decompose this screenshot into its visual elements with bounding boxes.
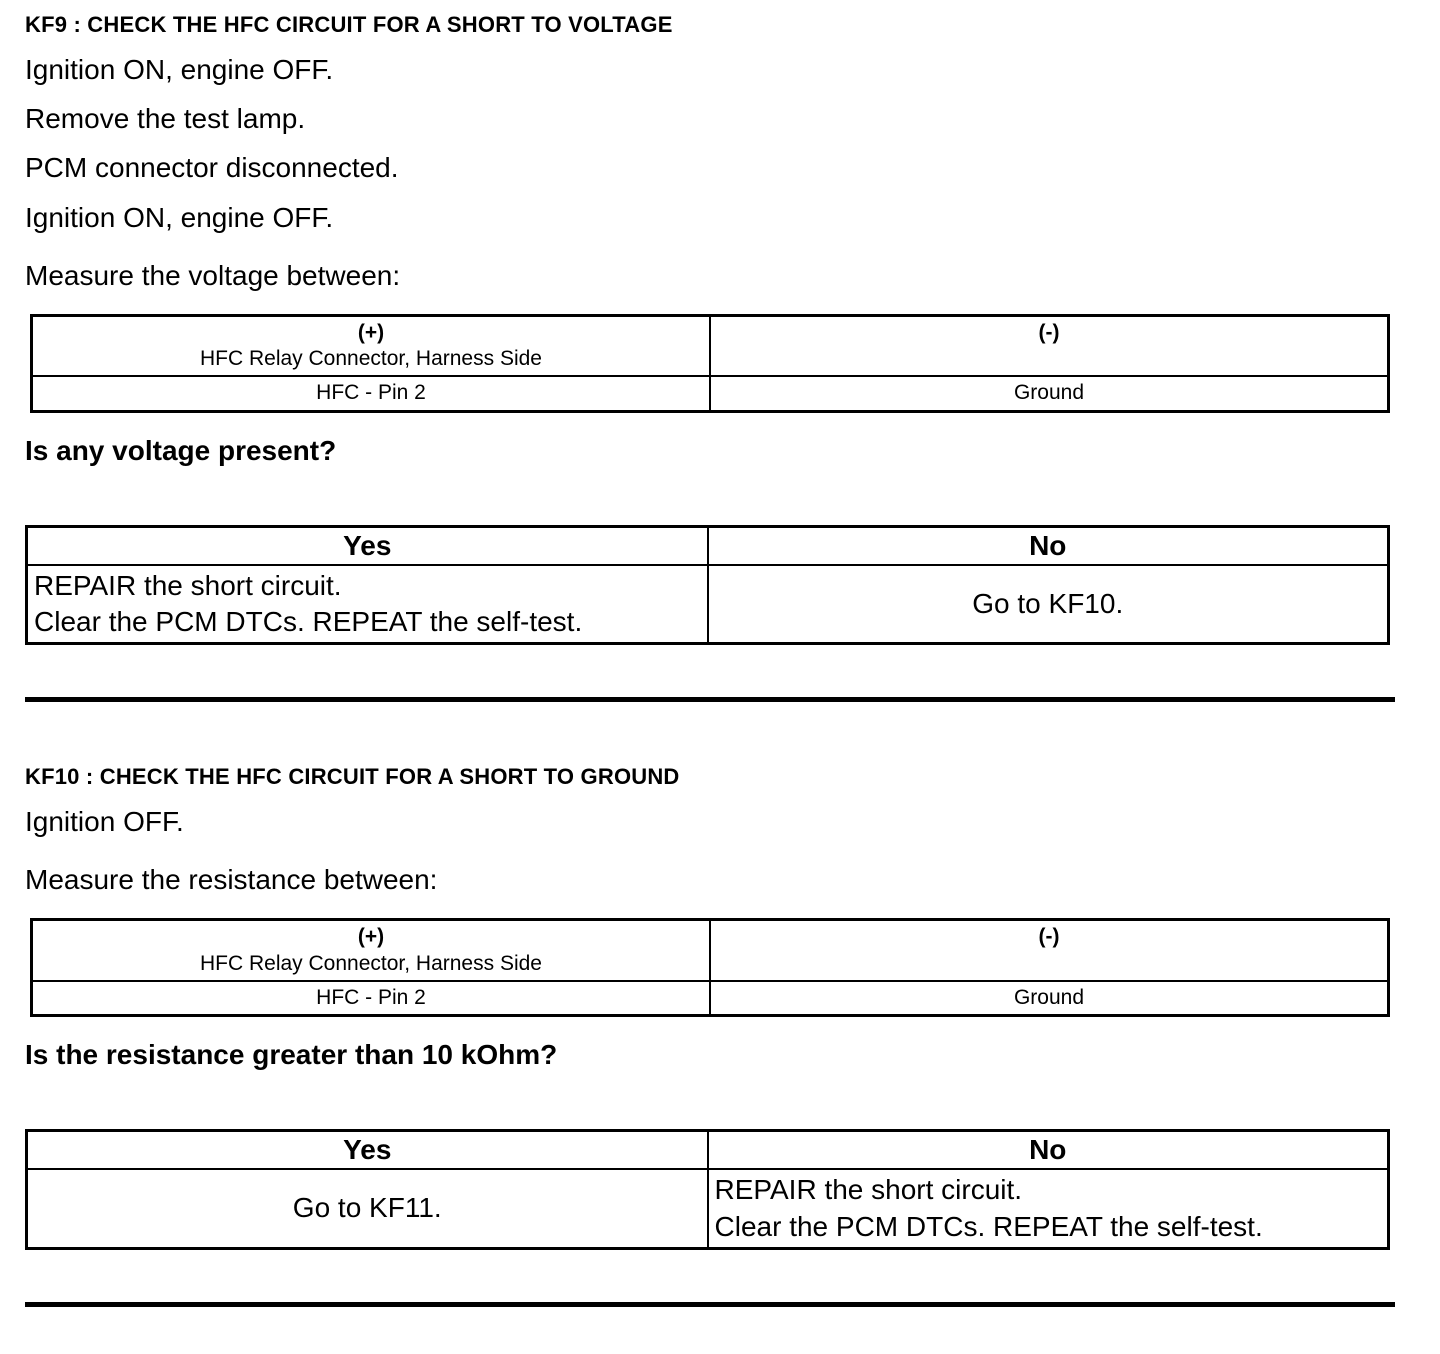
plus-detail: HFC Relay Connector, Harness Side — [200, 347, 542, 370]
measurement-header-row — [32, 315, 1389, 376]
section-divider — [25, 1302, 1395, 1307]
step-line: Ignition OFF. — [25, 806, 184, 838]
measurement-header-row — [32, 920, 1389, 981]
plus-header-cell — [32, 920, 711, 981]
no-action-line: Go to KF10. — [972, 587, 1124, 619]
plus-detail: HFC Relay Connector, Harness Side — [200, 951, 542, 975]
step-line: Ignition ON, engine OFF. — [25, 201, 334, 233]
no-action-cell — [708, 1169, 1389, 1248]
no-header: No — [708, 526, 1389, 565]
yes-action-line: REPAIR the short circuit. — [34, 569, 342, 601]
plus-point-cell: HFC - Pin 2 — [32, 981, 711, 1016]
plus-sign: (+) — [357, 925, 385, 949]
yes-header: Yes — [27, 1131, 708, 1170]
minus-point-cell: Ground — [710, 376, 1389, 411]
minus-sign: (-) — [1038, 925, 1060, 949]
yes-action-line: Go to KF11. — [292, 1192, 442, 1224]
measurement-table-kf10 — [30, 918, 1390, 1017]
measure-instruction: Measure the voltage between: — [25, 259, 401, 291]
section-kf9 — [25, 12, 1415, 702]
plus-header-cell — [32, 315, 711, 376]
minus-header-cell — [710, 920, 1389, 981]
measurement-value-row — [32, 981, 1389, 1016]
minus-header-cell — [710, 315, 1389, 376]
plus-point-cell: HFC - Pin 2 — [32, 376, 711, 411]
no-action-line: REPAIR the short circuit. — [714, 1174, 1023, 1206]
yes-action-cell — [27, 1169, 708, 1248]
measurement-value-row — [32, 376, 1389, 411]
section-title-kf9: KF9 : CHECK THE HFC CIRCUIT FOR A SHORT TO VOLTAGE — [25, 12, 673, 37]
yes-header: Yes — [27, 526, 708, 565]
decision-body-row — [27, 565, 1389, 644]
yes-action-cell — [27, 565, 708, 644]
decision-table-kf10 — [25, 1129, 1390, 1250]
no-action-cell — [708, 565, 1389, 644]
section-kf10 — [25, 764, 1415, 1307]
plus-sign: (+) — [357, 320, 385, 344]
step-line: Ignition ON, engine OFF. — [25, 54, 334, 85]
diagnostic-question: Is the resistance greater than 10 kOhm? — [25, 1039, 558, 1071]
no-header: No — [708, 1131, 1389, 1170]
step-line: PCM connector disconnected. — [25, 152, 399, 184]
step-line: Remove the test lamp. — [25, 103, 306, 135]
yes-action-line: Clear the PCM DTCs. REPEAT the self-test. — [34, 605, 583, 637]
diagnostic-question: Is any voltage present? — [25, 434, 337, 466]
decision-header-row — [27, 526, 1389, 565]
section-title-kf10: KF10 : CHECK THE HFC CIRCUIT FOR A SHORT TO GROUND — [25, 764, 680, 790]
decision-header-row — [27, 1131, 1389, 1170]
decision-body-row — [27, 1169, 1389, 1248]
minus-sign: (-) — [1038, 320, 1060, 344]
section-divider — [25, 697, 1395, 702]
measure-instruction: Measure the resistance between: — [25, 864, 438, 896]
measurement-table-kf9 — [30, 314, 1390, 413]
decision-table-kf9 — [25, 525, 1390, 646]
no-action-line: Clear the PCM DTCs. REPEAT the self-test. — [714, 1210, 1263, 1242]
minus-point-cell: Ground — [710, 981, 1389, 1016]
